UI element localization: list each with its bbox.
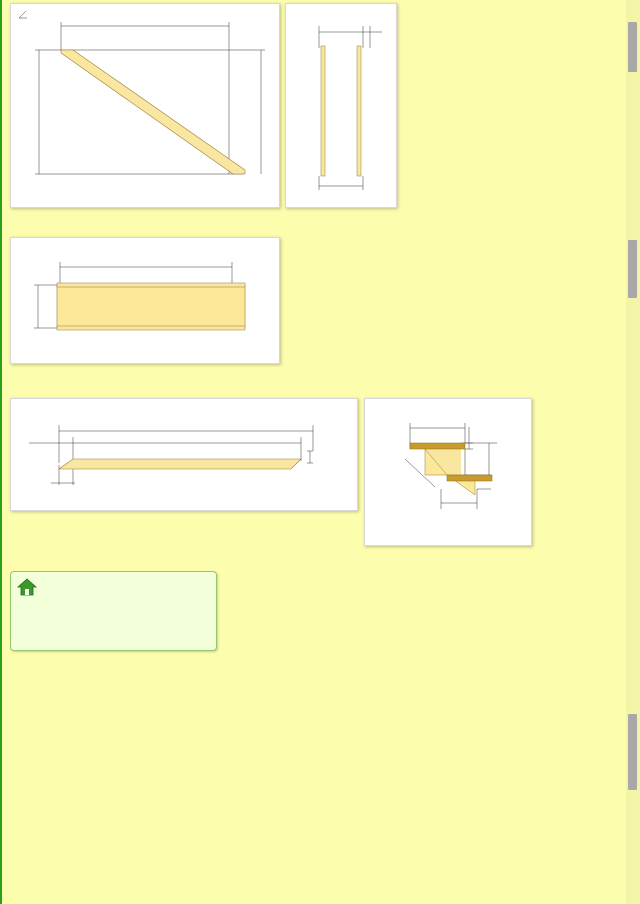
stringer-drawing bbox=[10, 398, 358, 511]
house-icon bbox=[17, 578, 37, 596]
scrollbar-thumb-bottom[interactable] bbox=[628, 714, 637, 790]
top-view-drawing bbox=[10, 237, 280, 364]
scrollbar-thumb-top[interactable] bbox=[628, 22, 637, 72]
steps-drawing bbox=[364, 398, 532, 546]
left-edge bbox=[0, 0, 2, 904]
recommendations-box bbox=[10, 571, 217, 651]
side-view-drawing bbox=[10, 3, 280, 208]
front-view-drawing bbox=[285, 3, 397, 208]
scrollbar-thumb-middle[interactable] bbox=[628, 240, 637, 298]
